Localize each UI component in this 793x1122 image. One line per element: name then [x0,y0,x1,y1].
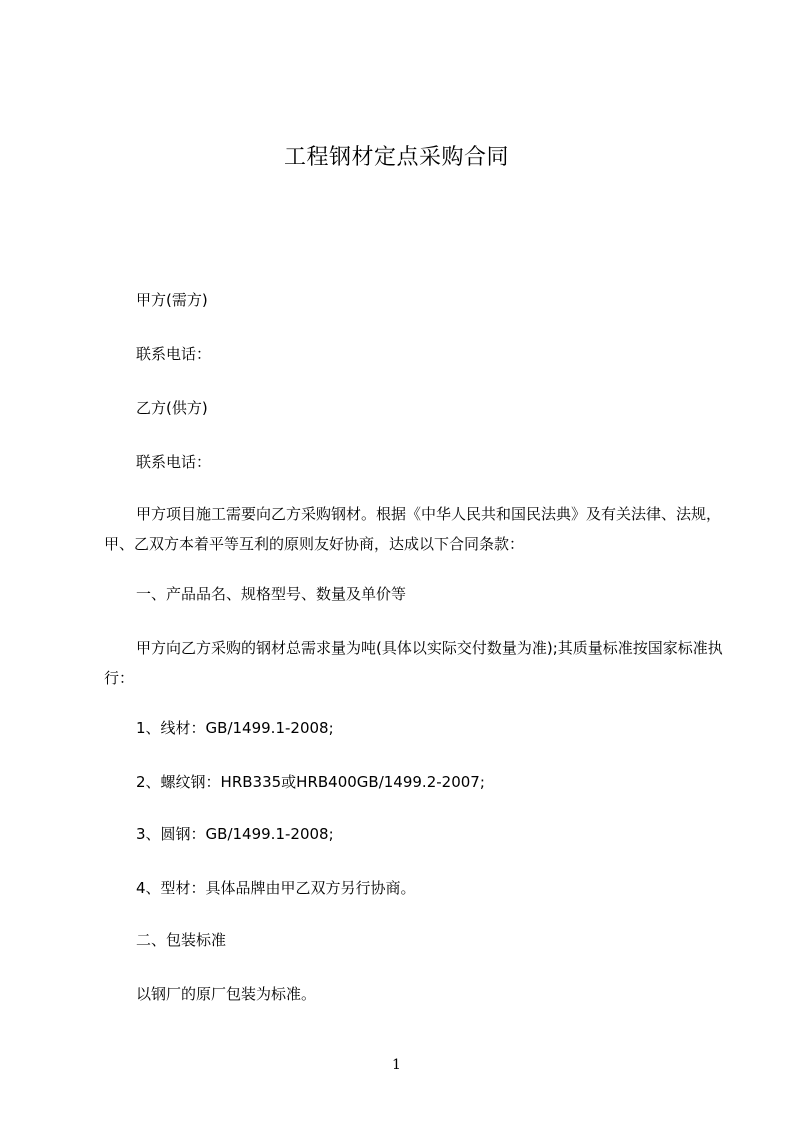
section-1-body: 甲方向乙方采购的钢材总需求量为吨(具体以实际交付数量为准);其质量标准按国家标准执行： [104,639,723,687]
party-a-phone-label: 联系电话： [136,345,212,363]
party-b-label: 乙方(供方) [136,399,208,417]
spec-item-4: 4、型材：具体品牌由甲乙双方另行协商。 [136,879,416,897]
party-a-label: 甲方(需方) [136,291,208,309]
spec-item-2: 2、螺纹钢：HRB335或HRB400GB/1499.2-2007; [136,773,485,791]
spec-item-1: 1、线材：GB/1499.1-2008; [136,719,334,737]
preamble-paragraph: 甲方项目施工需要向乙方采购钢材。根据《中华人民共和国民法典》及有关法律、法规，甲、乙双方本着平等互利的原则友好协商，达成以下合同条款： [104,505,722,553]
section-1-heading: 一、产品品名、规格型号、数量及单价等 [136,585,407,603]
document-title: 工程钢材定点采购合同 [283,145,509,170]
page-number: 1 [392,1057,401,1073]
section-2-body: 以钢厂的原厂包装为标准。 [136,985,317,1003]
party-b-phone-label: 联系电话： [136,453,212,471]
spec-item-3: 3、圆钢：GB/1499.1-2008; [136,825,334,843]
section-2-heading: 二、包装标准 [136,931,227,949]
